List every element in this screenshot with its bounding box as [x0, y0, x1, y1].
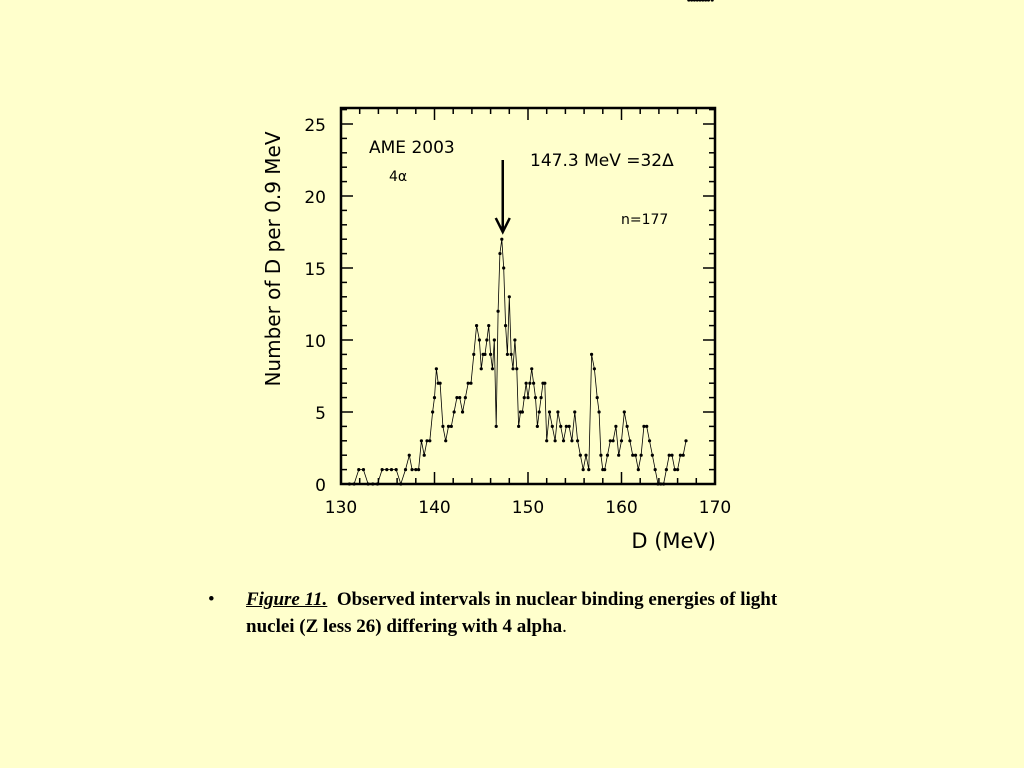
data-point [597, 410, 600, 413]
figure-label: Figure 11. [246, 589, 328, 610]
data-point [508, 295, 511, 298]
data-point [603, 468, 606, 471]
data-point [453, 410, 456, 413]
x-tick-label: 140 [418, 498, 451, 518]
data-point [543, 382, 546, 385]
data-point [684, 439, 687, 442]
data-point [487, 324, 490, 327]
x-tick-label: 150 [511, 498, 545, 518]
data-point [634, 454, 637, 457]
data-point [551, 425, 554, 428]
data-point [431, 410, 434, 413]
data-point [539, 396, 542, 399]
data-point [631, 454, 634, 457]
caption-body [246, 586, 806, 640]
data-point [469, 382, 472, 385]
data-point [491, 367, 494, 370]
data-point [502, 266, 505, 269]
data-point [500, 238, 503, 241]
data-point [362, 468, 365, 471]
data-point [475, 324, 478, 327]
data-point [534, 396, 537, 399]
data-point [420, 439, 423, 442]
data-point [679, 454, 682, 457]
data-point [357, 468, 360, 471]
data-point [620, 439, 623, 442]
data-point [450, 425, 453, 428]
data-point [606, 454, 609, 457]
y-tick-label: 25 [304, 116, 326, 136]
data-point [609, 439, 612, 442]
data-point [682, 454, 685, 457]
data-point [376, 482, 379, 485]
data-point [536, 425, 539, 428]
data-point [525, 382, 528, 385]
annotation-peak: 147.3 MeV =32Δ [530, 151, 674, 171]
data-point [521, 410, 524, 413]
data-point [504, 324, 507, 327]
data-point [441, 425, 444, 428]
data-point [587, 468, 590, 471]
series-points [348, 0, 714, 486]
data-point [562, 439, 565, 442]
data-point [444, 439, 447, 442]
y-tick-label: 0 [315, 476, 326, 496]
data-point [523, 396, 526, 399]
data-point [568, 425, 571, 428]
data-point [538, 410, 541, 413]
data-point [687, 0, 690, 2]
data-point [590, 353, 593, 356]
y-tick-label: 20 [304, 188, 326, 208]
data-point [545, 439, 548, 442]
data-point [526, 396, 529, 399]
annotation-alpha: 4α [389, 169, 408, 185]
x-tick-labels [325, 498, 731, 518]
data-point [439, 382, 442, 385]
data-point [596, 396, 599, 399]
data-point [593, 367, 596, 370]
data-point [348, 482, 351, 485]
data-point [517, 425, 520, 428]
data-point [367, 482, 370, 485]
data-point [670, 454, 673, 457]
data-point [498, 252, 501, 255]
y-tick-label: 5 [315, 404, 326, 424]
data-point [352, 482, 355, 485]
data-point [626, 425, 629, 428]
data-point [584, 454, 587, 457]
data-point [495, 425, 498, 428]
data-point [404, 468, 407, 471]
y-tick-label: 10 [304, 332, 326, 352]
data-point [513, 338, 516, 341]
data-point [698, 0, 701, 2]
data-point [485, 338, 488, 341]
data-point [623, 410, 626, 413]
data-point [599, 454, 602, 457]
data-point [617, 454, 620, 457]
data-point [628, 439, 631, 442]
data-point [704, 0, 707, 2]
data-point [701, 0, 704, 2]
data-point [433, 396, 436, 399]
data-point [385, 468, 388, 471]
data-point [637, 468, 640, 471]
data-point [428, 439, 431, 442]
data-point [381, 468, 384, 471]
data-point [510, 353, 513, 356]
data-point [467, 382, 470, 385]
data-point [673, 468, 676, 471]
data-point [665, 468, 668, 471]
data-point [676, 468, 679, 471]
data-point [528, 382, 531, 385]
data-point [493, 338, 496, 341]
data-point [423, 454, 426, 457]
data-point [447, 425, 450, 428]
data-point [611, 439, 614, 442]
data-point [640, 454, 643, 457]
data-point [489, 353, 492, 356]
caption-text: Observed intervals in nuclear binding energies of light nuclei (Z less 26) differing with 4 alpha [246, 589, 778, 637]
data-point [648, 439, 651, 442]
data-point [582, 468, 585, 471]
x-axis-label: D (MeV) [631, 529, 716, 553]
data-point [371, 482, 374, 485]
caption-period: . [562, 616, 567, 637]
data-point [417, 468, 420, 471]
data-point [530, 367, 533, 370]
data-point [559, 425, 562, 428]
data-point [570, 439, 573, 442]
data-point [642, 425, 645, 428]
data-point [614, 425, 617, 428]
data-point [696, 0, 699, 2]
annotation-ame: AME 2003 [369, 138, 455, 158]
y-tick-label: 15 [304, 260, 326, 280]
data-point [515, 367, 518, 370]
data-point [478, 338, 481, 341]
data-point [662, 482, 665, 485]
data-point [472, 353, 475, 356]
data-point [410, 468, 413, 471]
data-point [461, 410, 464, 413]
data-point [395, 468, 398, 471]
data-point [668, 454, 671, 457]
data-point [455, 396, 458, 399]
data-point [565, 425, 568, 428]
annotation-n: n=177 [621, 212, 669, 228]
data-point [554, 439, 557, 442]
y-tick-labels [304, 116, 326, 496]
data-point [399, 482, 402, 485]
data-point [707, 0, 710, 2]
data-point [556, 410, 559, 413]
data-point [645, 425, 648, 428]
data-point [464, 396, 467, 399]
data-point [414, 468, 417, 471]
data-point [693, 0, 696, 2]
data-point [576, 439, 579, 442]
data-point [480, 367, 483, 370]
x-tick-label: 170 [698, 498, 732, 518]
series-line [349, 239, 686, 484]
data-point [458, 396, 461, 399]
data-point [579, 454, 582, 457]
x-tick-label: 130 [324, 498, 358, 518]
data-point [425, 439, 428, 442]
data-point [506, 353, 509, 356]
x-tick-label: 160 [605, 498, 638, 518]
data-point [483, 353, 486, 356]
data-point [390, 468, 393, 471]
data-point [408, 454, 411, 457]
data-point [548, 410, 551, 413]
data-point [659, 482, 662, 485]
data-point [573, 410, 576, 413]
data-point [690, 0, 693, 2]
data-point [654, 468, 657, 471]
data-point [651, 454, 654, 457]
data-point [532, 382, 535, 385]
data-point [711, 0, 714, 2]
caption-bullet: • [208, 589, 215, 610]
data-point [656, 482, 659, 485]
y-axis-label: Number of D per 0.9 MeV [261, 131, 285, 387]
data-point [511, 367, 514, 370]
data-point [435, 367, 438, 370]
data-point [496, 310, 499, 313]
